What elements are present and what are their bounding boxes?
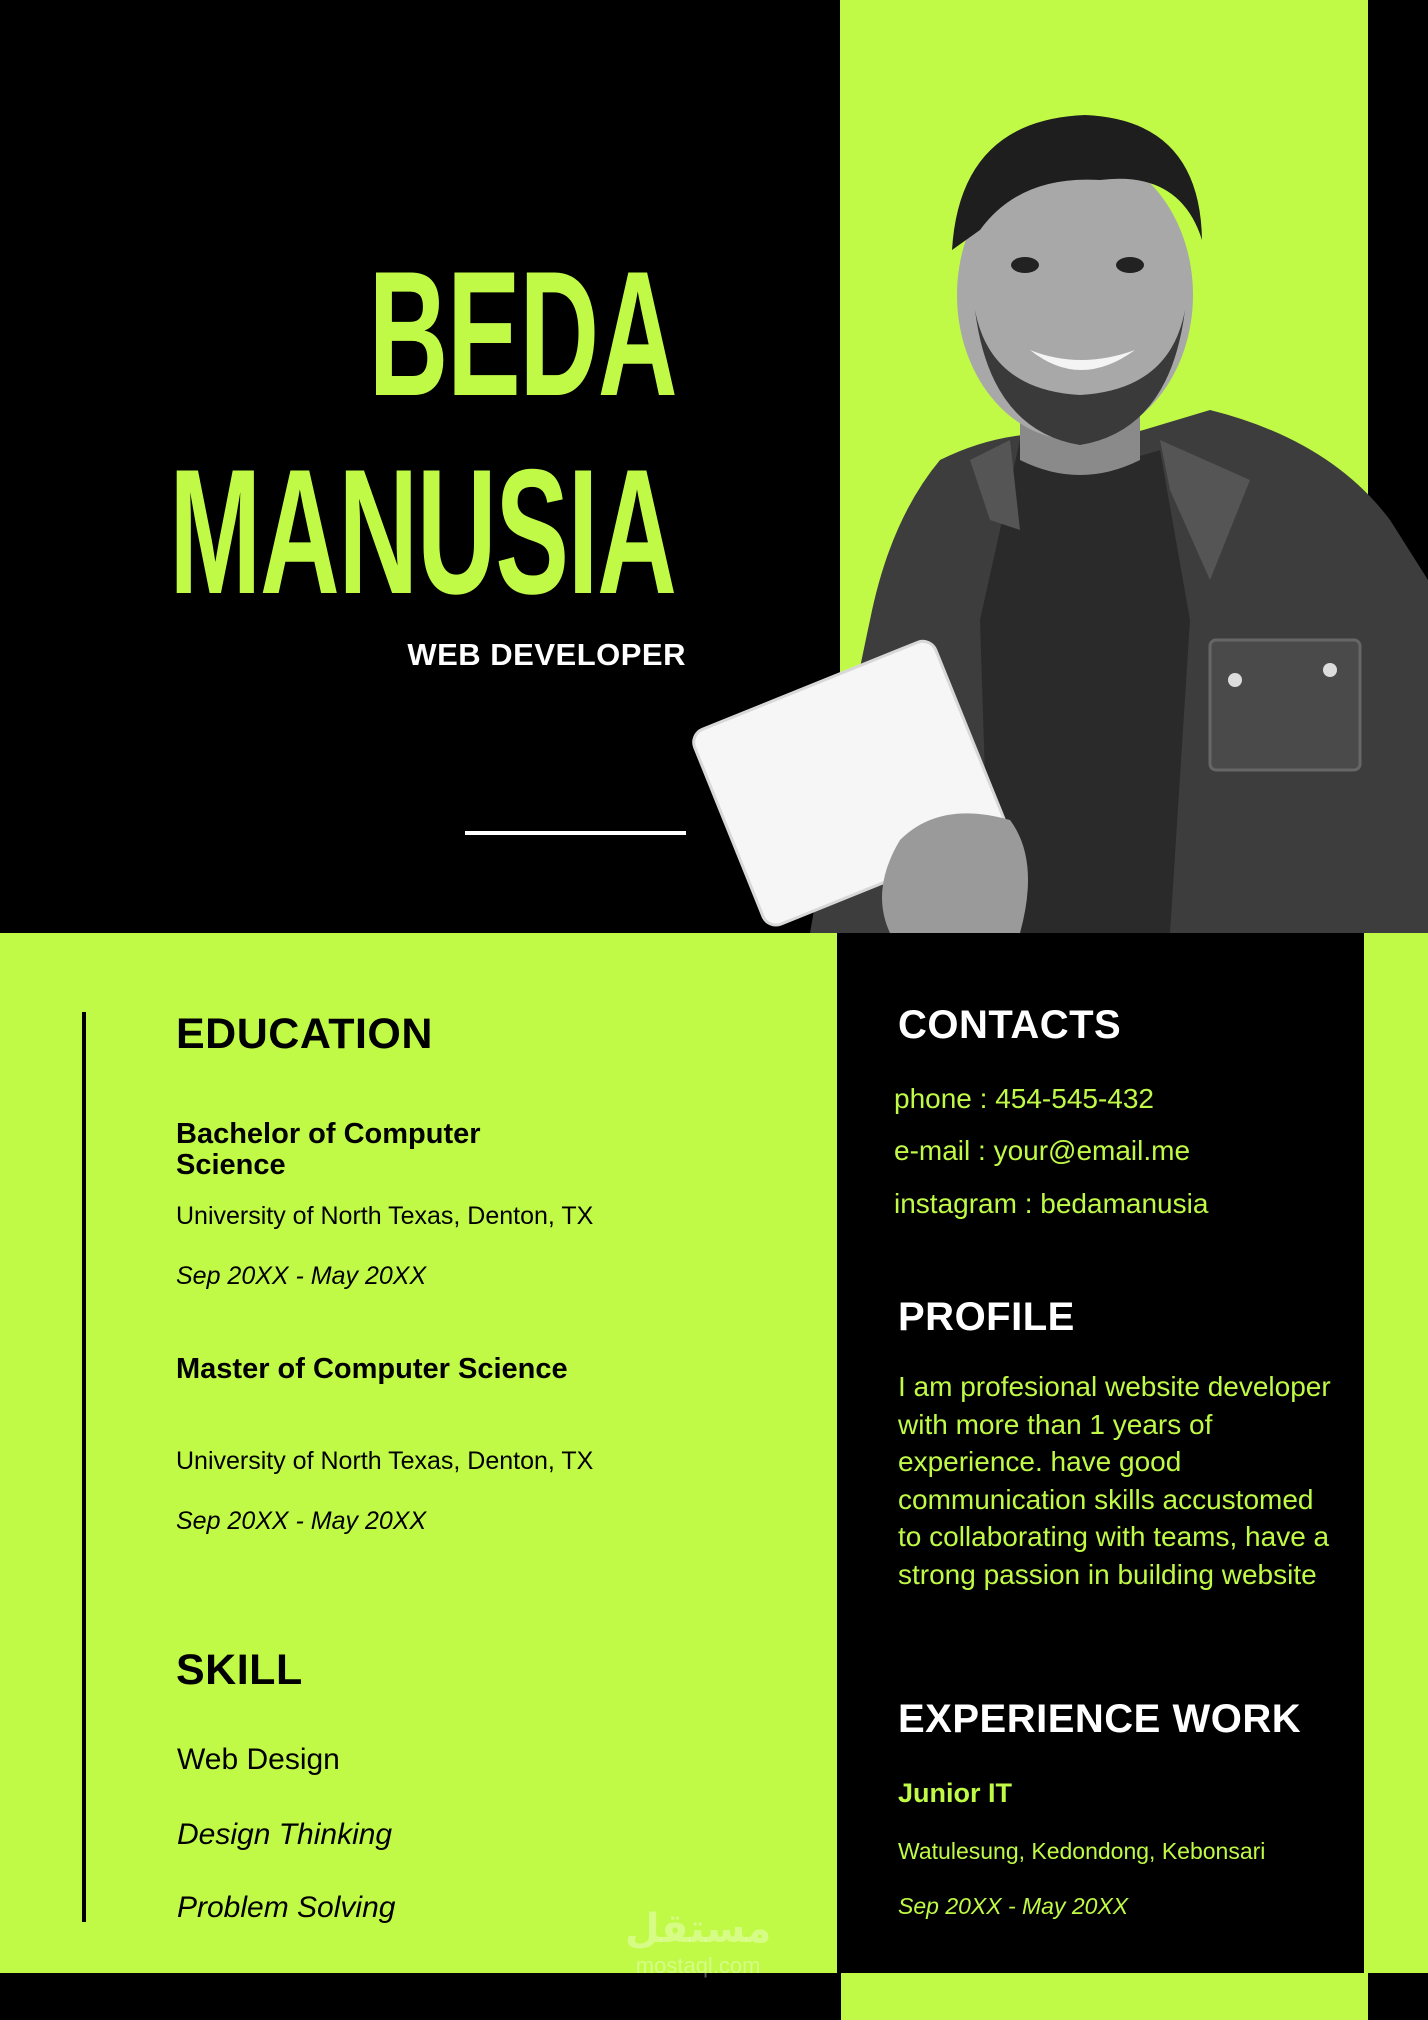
education-school: University of North Texas, Denton, TX xyxy=(176,1447,594,1475)
skill-item: Problem Solving xyxy=(177,1891,396,1924)
skill-heading: SKILL xyxy=(176,1646,303,1694)
experience-role: Junior IT xyxy=(898,1778,1012,1808)
name-first-line: BEDA xyxy=(368,234,676,433)
skill-item: Design Thinking xyxy=(177,1818,393,1851)
experience-place: Watulesung, Kedondong, Kebonsari xyxy=(898,1838,1266,1864)
watermark-latin: mostaql.com xyxy=(635,1953,761,1978)
footer-accent-block xyxy=(841,1973,1368,2020)
education-school: University of North Texas, Denton, TX xyxy=(176,1202,594,1230)
profile-text: I am profesional website developer with more than 1 years of experience. have good communication skills accustomed to collaborating with teams, have a strong passion in building website xyxy=(898,1371,1331,1590)
experience-dates: Sep 20XX - May 20XX xyxy=(898,1893,1129,1919)
contact-instagram: instagram : bedamanusia xyxy=(894,1188,1209,1219)
header-divider xyxy=(465,831,686,835)
education-heading: EDUCATION xyxy=(176,1010,433,1058)
right-edge-stripe-lower xyxy=(1364,933,1428,1973)
education-vertical-rule xyxy=(82,1012,86,1922)
job-title: WEB DEVELOPER xyxy=(407,637,686,672)
education-degree: Bachelor of Computer Science xyxy=(176,1118,481,1181)
education-degree: Master of Computer Science xyxy=(176,1353,568,1385)
contact-email: e-mail : your@email.me xyxy=(894,1135,1191,1166)
education-dates: Sep 20XX - May 20XX xyxy=(176,1262,427,1290)
watermark xyxy=(625,1905,771,1979)
contact-phone: phone : 454-545-432 xyxy=(894,1083,1154,1114)
skill-item: Web Design xyxy=(177,1743,340,1776)
experience-heading: EXPERIENCE WORK xyxy=(898,1697,1302,1741)
watermark-arabic: مستقل xyxy=(625,1907,772,1951)
education-dates: Sep 20XX - May 20XX xyxy=(176,1507,427,1535)
portrait-photo xyxy=(690,60,1428,933)
name-second-line: MANUSIA xyxy=(169,432,676,631)
contacts-heading: CONTACTS xyxy=(898,1003,1122,1047)
profile-heading: PROFILE xyxy=(898,1295,1075,1339)
